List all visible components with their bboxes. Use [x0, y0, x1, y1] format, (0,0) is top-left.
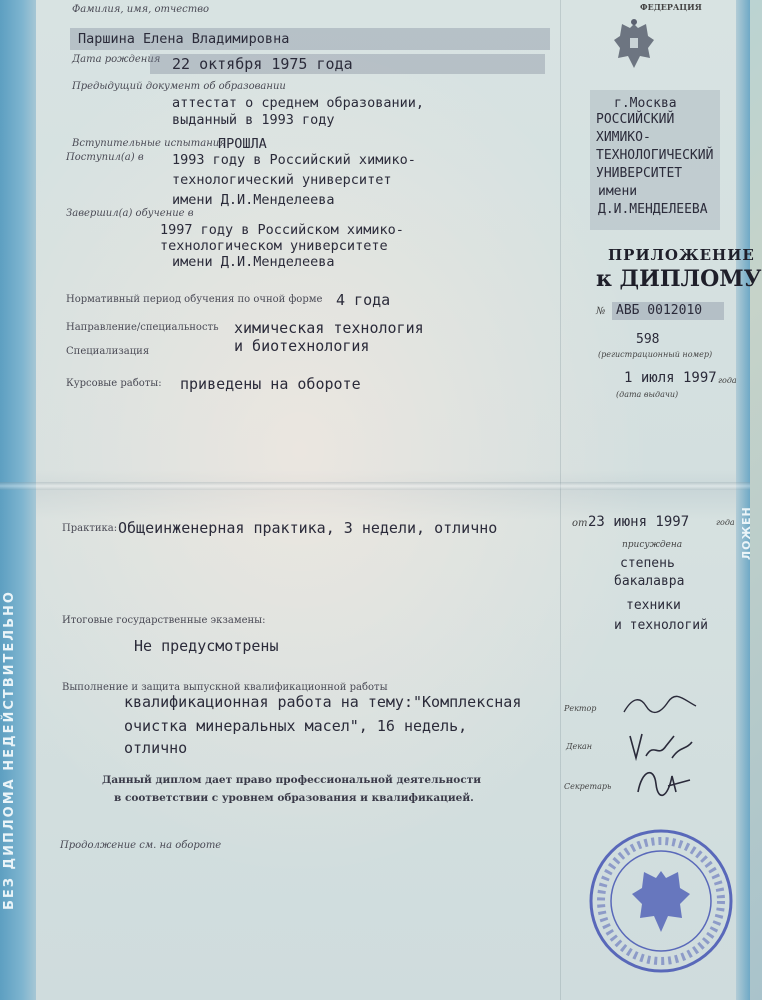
- university-line1: РОССИЙСКИЙ: [596, 112, 675, 127]
- issue-date: 1 июля 1997: [624, 370, 717, 386]
- label-entrance-tests: Вступительные испытания: [72, 138, 226, 149]
- label-enrolled: Поступил(а) в: [66, 152, 144, 163]
- left-band-text: БЕЗ ДИПЛОМА НЕДЕЙСТВИТЕЛЬНО: [2, 590, 17, 910]
- value-completed-2: технологическом университете: [160, 238, 388, 254]
- city: г.Москва: [614, 96, 677, 111]
- label-thesis: Выполнение и защита выпускной квалификационной работы: [62, 682, 388, 693]
- decision-suffix: года: [716, 518, 735, 527]
- dean-signature-icon: [626, 728, 696, 764]
- column-divider: [560, 0, 561, 1000]
- degree-line4: и технологий: [614, 618, 708, 633]
- value-enrolled-1: 1993 году в Российский химико-: [172, 152, 416, 168]
- rector-signature-icon: [620, 692, 700, 720]
- degree-line3: техники: [626, 598, 681, 613]
- diploma-number: АВБ 0012010: [616, 303, 703, 318]
- decision-date: 23 июня 1997: [588, 514, 690, 530]
- value-norm-period: 4 года: [336, 291, 391, 309]
- official-seal-icon: [586, 826, 736, 976]
- secretary-label: Секретарь: [564, 782, 612, 791]
- rights-note-line1: Данный диплом дает право профессиональной деятельности: [102, 774, 481, 786]
- value-prev-doc-1: аттестат о среднем образовании,: [172, 95, 424, 111]
- value-entrance-tests: ПРОШЛА: [218, 136, 267, 152]
- label-practice: Практика:: [62, 523, 118, 534]
- appendix-title-line2: к ДИПЛОМУ: [596, 266, 762, 292]
- value-direction-2: и биотехнология: [234, 337, 370, 355]
- value-thesis-1: квалификационная работа на тему:"Комплексная: [124, 693, 522, 711]
- degree-line2: бакалавра: [614, 574, 685, 589]
- reg-number-caption: (регистрационный номер): [598, 350, 713, 359]
- issue-suffix: года: [718, 376, 737, 385]
- paper-fold: [0, 482, 750, 490]
- label-prev-doc: Предыдущий документ об образовании: [72, 81, 286, 92]
- value-thesis-3: отлично: [124, 739, 188, 757]
- dean-label: Декан: [566, 742, 593, 751]
- university-line2: ХИМИКО-: [596, 130, 651, 145]
- number-prefix: №: [596, 306, 606, 317]
- label-specialization: Специализация: [66, 346, 150, 357]
- label-full-name: Фамилия, имя, отчество: [72, 4, 210, 15]
- value-coursework: приведены на обороте: [180, 375, 361, 393]
- university-line3: ТЕХНОЛОГИЧЕСКИЙ: [596, 148, 714, 163]
- issue-caption: (дата выдачи): [616, 390, 679, 399]
- label-norm-period: Нормативный период обучения по очной форме: [66, 294, 323, 305]
- university-line6: Д.И.МЕНДЕЛЕЕВА: [598, 202, 708, 217]
- value-practice: Общеинженерная практика, 3 недели, отлично: [118, 519, 498, 537]
- university-line5: имени: [598, 184, 638, 199]
- label-completed: Завершил(а) обучение в: [66, 208, 194, 219]
- rights-note-line2: в соответствии с уровнем образования и квалификацией.: [114, 792, 474, 804]
- label-continued: Продолжение см. на обороте: [60, 840, 222, 851]
- secretary-signature-icon: [632, 762, 694, 802]
- label-birth-date: Дата рождения: [72, 54, 161, 65]
- label-final-exams: Итоговые государственные экзамены:: [62, 615, 266, 626]
- value-enrolled-2: технологический университет: [172, 172, 392, 188]
- degree-line1: степень: [620, 556, 675, 571]
- federation-label: ФЕДЕРАЦИЯ: [640, 2, 702, 12]
- value-direction-1: химическая технология: [234, 319, 424, 337]
- value-completed-3: имени Д.И.Менделеева: [172, 254, 335, 270]
- university-line4: УНИВЕРСИТЕТ: [596, 166, 683, 181]
- label-direction: Направление/специальность: [66, 322, 219, 333]
- right-band-text: ЛОЖЕН: [740, 506, 753, 560]
- value-prev-doc-2: выданный в 1993 году: [172, 112, 335, 128]
- value-birth-date: 22 октября 1975 года: [172, 55, 353, 73]
- decision-prefix: от: [572, 518, 588, 529]
- rector-label: Ректор: [564, 704, 597, 713]
- value-thesis-2: очистка минеральных масел", 16 недель,: [124, 717, 468, 735]
- value-enrolled-3: имени Д.И.Менделеева: [172, 192, 335, 208]
- value-completed-1: 1997 году в Российском химико-: [160, 222, 404, 238]
- value-full-name: Паршина Елена Владимировна: [78, 31, 290, 47]
- reg-number: 598: [636, 332, 660, 347]
- appendix-title-line1: ПРИЛОЖЕНИЕ: [608, 246, 755, 264]
- label-coursework: Курсовые работы:: [66, 378, 162, 389]
- coat-of-arms-icon: [612, 18, 656, 72]
- awarded-label: присуждена: [622, 540, 683, 550]
- value-final-exams: Не предусмотрены: [134, 637, 279, 655]
